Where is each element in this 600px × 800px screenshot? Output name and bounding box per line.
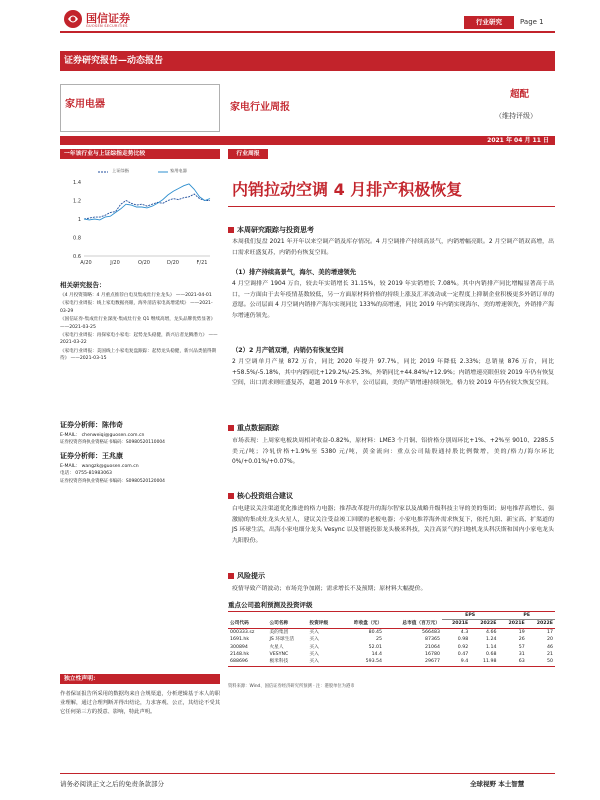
table-cell: 1.14 (486, 644, 497, 650)
section-bullet-icon (228, 227, 234, 233)
table-cell: 2148.hk (230, 652, 250, 658)
table-cell: 20 (547, 637, 553, 643)
table-cell: 87365 (425, 637, 440, 643)
table-cell: 31 (518, 652, 525, 658)
related-report-item[interactable]: 《4 月投资策略：4 月重点推荐白电及集成灶行业龙头》 ——2021-04-01 (60, 293, 212, 298)
table-cell: 0.92 (457, 644, 469, 650)
table-source: 资料来源：Wind、国信证券经济研究所预测 · 注：港股单位为港币 (228, 684, 355, 689)
table-body (228, 628, 555, 666)
legend-swatch-sector (158, 170, 168, 174)
table-cell: 17 (547, 629, 553, 635)
table-row (228, 644, 555, 651)
forecast-table (228, 611, 555, 667)
table-cell: 美的集团 (269, 629, 289, 635)
table-group-spacer (228, 612, 442, 620)
table-cell: 21064 (425, 644, 440, 650)
analyst-email: E-MAIL： chenweiqi@guosen.com.cn (60, 433, 145, 438)
table-cell: 52.01 (368, 644, 383, 650)
table-header-cell: 投资评级 (309, 621, 329, 627)
table-header-row (228, 620, 555, 628)
table-group-pe: PE (498, 612, 555, 620)
section-heading-data (228, 423, 279, 433)
table-header-cell: 公司代码 (230, 621, 249, 627)
legend-swatch-index (98, 170, 108, 174)
table-cell: 买入 (309, 659, 319, 665)
table-cell: 50 (547, 659, 553, 665)
table-cell: 极米科技 (269, 659, 289, 665)
table-row (228, 651, 555, 658)
x-tick-label: F/21 (196, 260, 208, 266)
logo-text: 国信证券 (86, 12, 130, 25)
table-cell: 火星人 (269, 644, 284, 650)
table-cell: 46 (547, 644, 553, 650)
table-caption: 重点公司盈利预测及投资评级 (228, 601, 313, 609)
related-reports-list (60, 292, 220, 364)
paragraph-risk: 疫情导致产销波动；市场竞争加剧；需求增长不及预期；原材料大幅提价。 (232, 586, 427, 592)
trend-chart (60, 176, 220, 272)
table-cell: 566483 (422, 629, 440, 635)
tab-label: 行业周报 (228, 149, 268, 159)
section-heading-portfolio (228, 491, 293, 501)
paragraph-sales: 2 月空调单月产量 872 万台，同比 2020 年提升 97.7%，同比 2019 年降低 2.33%；总销量 876 万台，同比+58.5%/-5.18%，其中内销同比+129.2%/-25.3%，外销同比+44.84%/+12.9%；内销增速亮眼但较 2019 年仍有恢复空间，出口需求则旺盛复苏，超越 2019 年水平，公司层面，美的产销增速持续领先，格力较 2019 年仍有较大恢复空间。 (232, 359, 554, 386)
title-rule (228, 206, 555, 207)
footer-note: 请务必阅读正文之后的免责条款部分 (60, 780, 164, 788)
table-row (228, 628, 555, 636)
guosen-logo-icon (63, 9, 83, 29)
table-cell: 300894 (230, 644, 248, 650)
section-bullet-icon (228, 493, 234, 499)
analyst-name: 王兆康 (102, 452, 123, 460)
related-report-item[interactable]: 《国信证券-集成灶行业深度-集成灶行业 Q1 继续高增，龙头品牌优势显著》 ——2021-03-25 (60, 317, 216, 330)
related-reports-title: 相关研究报告： (60, 281, 106, 289)
table-cell: 0.68 (486, 652, 497, 658)
analyst-2-block (60, 451, 123, 461)
x-tick-label: O/20 (138, 260, 150, 266)
section-heading-risk (228, 571, 265, 581)
paragraph-data: 市场表现：上周家电板块周相对收益-0.82%，原材料：LME3 个月铜、铝价格分别周环比+1%、+2%至 9010、2285.5 美元/吨；冷轧价格+1.9%至 5380 元/吨，黄金流向：重点公司陆股通持股比例微增，美的/格力/海尔环比 0%/+0.01%/+0.07%。 (232, 438, 554, 465)
related-report-item[interactable]: 《家电行业周报：线上家电数据亮眼，海外清洁家电高增延续》 ——2021-03-29 (60, 301, 213, 314)
table-group-eps: EPS (442, 612, 499, 620)
legend-label-index: 上证综指 (112, 168, 129, 173)
y-tick-label: 1.4 (73, 179, 81, 186)
table-cell: 000333.sz (230, 629, 255, 635)
analyst-1-block (60, 420, 123, 430)
x-tick-label: A/20 (80, 260, 92, 266)
table-cell: 80.45 (368, 629, 383, 635)
rating-note: （维持评级） (495, 112, 537, 120)
analyst-2-details (60, 463, 220, 485)
paragraph-portfolio: 白电建议关注渠道优化推进的格力电器；推荐改革提升的海尔智家以及战略升级科技主导的美的集团；厨电推荐高增长、强激励的集成灶龙头火星人，建议关注受益竣工回暖的老板电器；小家电推荐海外需求恢复下，依托九阳、新宝高、扩渠道的 JS 环球生活，出海小家电细分龙头 Vesync 以及智能投影龙头极米科技，关注高景气的扫地机龙头科沃斯和国内小家电龙头九阳股份。 (232, 506, 554, 544)
related-report-item[interactable]: 《家电行业周报：再探家电小家电：起势龙头稳健，新兴后者龙腾潜力》 ——2021-03-22 (60, 333, 218, 346)
table-cell: 63 (518, 659, 525, 665)
table-cell: 21 (547, 652, 553, 658)
analyst-role: 证券分析师： (60, 421, 102, 429)
sector-title: 家电行业周报 (230, 102, 290, 113)
table-cell: 11.98 (483, 659, 497, 665)
table-cell: 1691.hk (230, 637, 250, 643)
table-header-cell: 2022E (480, 621, 497, 627)
x-tick-label: J/20 (110, 260, 120, 266)
analyst-1-details (60, 432, 220, 447)
category-tag: 行业研究 (464, 16, 514, 29)
table-cell: 买入 (309, 629, 319, 635)
table-cell: 14.4 (371, 652, 383, 658)
section-title: 本周研究跟踪与投资思考 (237, 226, 314, 234)
table-cell: 4.66 (486, 629, 497, 635)
subheading-production: （1）排产持续高景气，海尔、美的增速领先 (232, 269, 357, 276)
report-banner: 证券研究报告—动态报告 (60, 51, 555, 71)
table-cell: 57 (518, 644, 525, 650)
header-rule (60, 31, 555, 33)
table-cell: 19 (518, 629, 525, 635)
disclaimer-text: 作者保证报告所采用的数据均来自合规渠道，分析逻辑基于本人的职业理解，通过合理判断并得出结论，力求客观、公正，其结论不受其它任何第三方的授意、影响，特此声明。 (60, 691, 220, 715)
date-bar (60, 136, 555, 145)
y-tick-label: 1.2 (73, 198, 81, 205)
section-title: 风险提示 (237, 572, 265, 580)
table-cell: 0.47 (457, 652, 469, 658)
table-cell: 买入 (309, 652, 319, 658)
logo-subtext: GUOSEN SECURITIES (86, 24, 128, 28)
table-cell: 16780 (425, 652, 440, 658)
y-tick-label: 0.6 (73, 253, 81, 260)
series-line-sector (84, 184, 210, 220)
analyst-role: 证券分析师： (60, 452, 102, 460)
table-cell: 26 (518, 637, 525, 643)
report-date: 2021 年 04 月 11 日 (487, 137, 549, 144)
paragraph-overview: 本周我们复盘 2021 年开年以来空调产销及库存情况。4 月空调排产持续高景气，内销增幅亮眼。2 月空调产销双高增，出口需求旺盛复苏，内销仍有恢复空间。 (232, 239, 554, 256)
page-number: Page 1 (520, 18, 544, 26)
table-cell: VESYNC (269, 652, 289, 658)
paragraph-production: 4 月空调排产 1904 万台，较去年实销增长 31.15%，较 2019 年实销增长 7.08%。其中内销排产同比增幅显著高于出口，一方面由于去年疫情基数较低，另一方面原材料价格的持续上涨及汇率波动或一定程度上抑制企业积极更多外销订单的意愿。公司层面 4 月空调内销排产海尔实现同比 133%的高增速，同比 2019 年内销实现海尔、美的增速领先，外销排产海尔增速仍领先。 (232, 281, 554, 319)
analyst-phone: 电话： 0755-81983063 (60, 471, 112, 477)
analyst-license: 证券投资咨询执业资格证书编码：S0980520120004 (60, 478, 165, 484)
table-header-cell: 公司名称 (269, 621, 289, 627)
table-row (228, 636, 555, 643)
table-cell: 29677 (425, 659, 440, 665)
industry-name: 家用电器 (65, 99, 105, 110)
footer-slogan: 全球视野 本土智慧 (470, 780, 525, 788)
section-title: 重点数据跟踪 (237, 424, 279, 432)
table-row (228, 658, 555, 666)
x-tick-label: D/20 (167, 260, 179, 266)
table-cell: JS 环球生活 (269, 637, 295, 643)
table-cell: 买入 (309, 644, 319, 650)
footer-rule (60, 773, 555, 774)
table-cell: 9.4 (460, 659, 469, 665)
industry-box (60, 84, 220, 132)
series-line-index (84, 194, 210, 219)
rating: 超配 (510, 89, 530, 100)
analyst-name: 陈伟奇 (102, 421, 123, 429)
section-bullet-icon (228, 425, 234, 431)
chart-caption: 一年该行业与上证综指走势比较 (60, 149, 220, 159)
section-title: 核心投资组合建议 (237, 492, 293, 500)
y-tick-label: 1 (77, 216, 81, 223)
subheading-sales: （2）2 月产销双增，内销仍有恢复空间 (232, 347, 344, 354)
table-header-cell: 昨收盘（元） (353, 621, 383, 627)
section-heading-research (228, 225, 314, 235)
section-bullet-icon (228, 573, 234, 579)
table-header-cell: 2021E (451, 621, 469, 627)
analyst-license: 证券投资咨询执业资格证书编码：S0980520110004 (60, 440, 165, 446)
table-cell: 688696 (230, 659, 248, 665)
y-tick-label: 0.8 (73, 235, 81, 242)
table-cell: 0.98 (457, 637, 469, 643)
legend-label-sector: 家用电器 (170, 168, 187, 173)
main-title: 内销拉动空调 4 月排产积极恢复 (232, 180, 463, 199)
table-cell: 593.54 (365, 659, 383, 665)
table-cell: 4.3 (460, 629, 469, 635)
related-report-item[interactable]: 《家电行业周报：美国线上小家电复盘跟踪：起势龙头稳健，新兴品类值得期待》 ——2021-03-15 (60, 348, 217, 362)
analyst-email: E-MAIL： wangzk@guosen.com.cn (60, 464, 139, 469)
disclaimer-title: 独立性声明： (60, 674, 220, 684)
table-header-cell: 2021E (508, 621, 525, 627)
table-cell: 25 (376, 637, 383, 643)
table-cell: 买入 (309, 637, 319, 643)
table-header-cell: 总市值（百万元） (402, 621, 440, 627)
table-header-cell: 2022E (536, 621, 553, 627)
table-cell: 1.24 (486, 637, 497, 643)
